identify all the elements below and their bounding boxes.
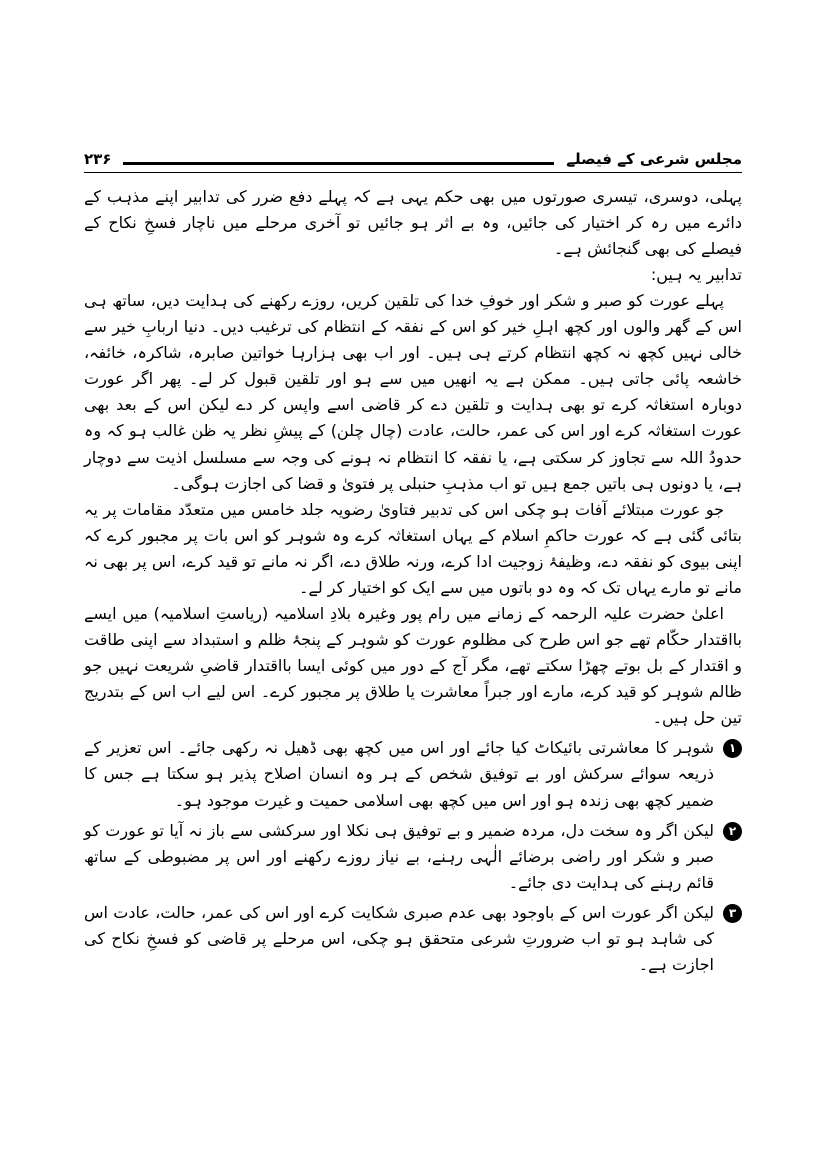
list-item-1-text: شوہر کا معاشرتی بائیکاٹ کیا جائے اور اس میں کچھ بھی ڈھیل نہ رکھی جائے۔ اس تعزیر کے ذریعہ سوائے سرکش اور بے توفیق شخص کے ہر وہ انسان اصلاح پذیر ہو سکتا ہے جس کا ضمیر کچھ بھی زندہ ہو اور اس میں کچھ بھی اسلامی حمیت و غیرت موجود ہو۔ xyxy=(84,738,714,810)
header-divider-line xyxy=(123,162,554,165)
page-number: ۲۳۶ xyxy=(84,150,112,168)
book-title: مجلس شرعی کے فیصلے xyxy=(566,150,742,168)
list-item-3 xyxy=(84,900,742,978)
paragraph-advice: پہلے عورت کو صبر و شکر اور خوفِ خدا کی تلقین کریں، روزے رکھنے کی ہدایت دیں، ساتھ ہی اس کے گھر والوں اور کچھ اہلِ خیر کو اس کے نفقہ کے انتظام کی ترغیب دیں۔ دنیا اربابِ خیر سے خالی نہیں کچھ نہ کچھ انتظام کرتے ہی ہیں۔ اور اب بھی ہزارہا خواتین صابرہ، شاکرہ، خائفہ، خاشعہ پائی جاتی ہیں۔ ممکن ہے یہ انھیں میں سے ہو اور تلقین قبول کر لے۔ پھر اگر عورت دوبارہ استغاثہ کرے تو بھی ہدایت و تلقین دے کر قاضی اسے واپس کر دے لیکن اس کے بعد بھی عورت استغاثہ کرے اور اس کی عمر، حالت، عادت (چال چلن) کے پیشِ نظر یہ ظن غالب ہو کہ وہ حدودُ اللہ سے تجاوز کر سکتی ہے، یا نفقہ کا انتظام نہ ہونے کی وجہ سے مسلسل اذیت سے دوچار ہے، یا دونوں ہی باتیں جمع ہیں تو اب مذہبِ حنبلی پر فتویٰ و قضا کی اجازت ہوگی۔ xyxy=(84,291,742,493)
list-item-2 xyxy=(84,818,742,896)
number-badge-1-icon: ۱ xyxy=(723,739,742,758)
numbered-list xyxy=(84,735,742,978)
number-badge-3-icon: ۳ xyxy=(723,904,742,923)
page-body xyxy=(84,184,742,978)
number-badge-2-icon: ۲ xyxy=(723,822,742,841)
list-item-2-text: لیکن اگر وہ سخت دل، مردہ ضمیر و بے توفیق ہی نکلا اور سرکشی سے باز نہ آیا تو عورت کو صبر و شکر اور راضی برضائے الٰہی رہنے، بے نیاز روزے رکھنے اور اس پر مضبوطی کے ساتھ قائم رہنے کی ہدایت دی جائے۔ xyxy=(84,820,714,892)
page-header xyxy=(84,150,742,169)
list-item-1 xyxy=(84,735,742,813)
paragraph-fatawa-razawiyya: جو عورت مبتلائے آفات ہو چکی اس کی تدبیر فتاویٰ رضویہ جلد خامس میں متعدّد مقامات پر یہ بتائی گئی ہے کہ عورت حاکمِ اسلام کے یہاں استغاثہ کرے وہ شوہر کو اس بات پر مجبور کرے کہ اپنی بیوی کو نفقہ دے، وظیفۂ زوجیت ادا کرے، ورنہ طلاق دے، اگر نہ مانے تو قید کرے، اس پر بھی نہ مانے تو مارے یہاں تک کہ وہ دو باتوں میں سے ایک کو اختیار کر لے۔ xyxy=(84,499,742,597)
paragraph-aala-hazrat: اعلیٰ حضرت علیہ الرحمہ کے زمانے میں رام پور وغیرہ بلادِ اسلامیہ (ریاستِ اسلامیہ) میں ایسے بااقتدار حکّام تھے جو اس طرح کی مظلوم عورت کو شوہر کے پنجۂ ظلم و استبداد سے اپنی طاقت و اقتدار کے بل بوتے چھڑا سکتے تھے، مگر آج کے دور میں کوئی ایسا بااقتدار قاضیِ شریعت نہیں جو ظالم شوہر کو قید کرے، مارے اور جبراً معاشرت یا طلاق پر مجبور کرے۔ اس لیے اب اس کے بتدریج تین حل ہیں۔ xyxy=(84,604,742,728)
header-rule xyxy=(84,172,742,173)
paragraph-intro: پہلی، دوسری، تیسری صورتوں میں بھی حکم یہی ہے کہ پہلے دفع ضرر کی تدابیر اپنے مذہب کے دائرے میں رہ کر اختیار کی جائیں، وہ بے اثر ہو جائیں تو آخری مرحلے میں ناچار فسخِ نکاح کے فیصلے کی بھی گنجائش ہے۔ xyxy=(84,186,742,258)
list-item-3-text: لیکن اگر عورت اس کے باوجود بھی عدم صبری شکایت کرے اور اس کی عمر، حالت، عادت اس کی شاہد ہو تو اب ضرورتِ شرعی متحقق ہو چکی، اس مرحلے پر قاضی کو فسخِ نکاح کی اجازت ہے۔ xyxy=(84,902,714,975)
tadabir-heading: تدابیر یہ ہیں: xyxy=(650,264,742,284)
